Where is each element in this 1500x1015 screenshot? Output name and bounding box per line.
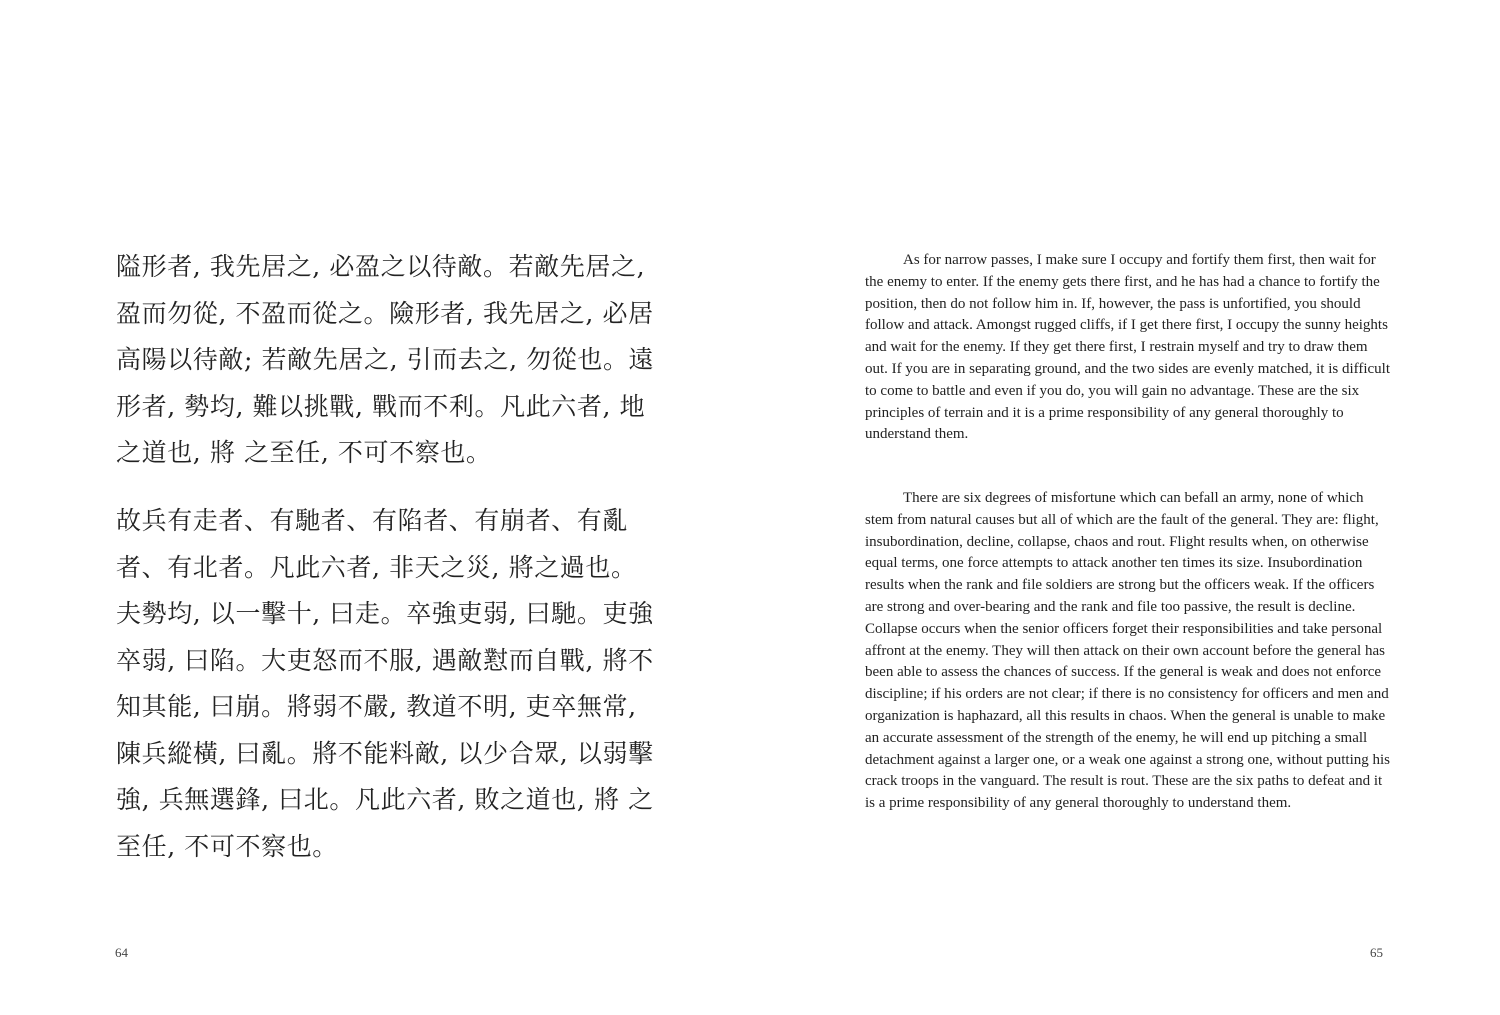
- english-paragraph-text: There are six degrees of misfortune which can befall an army, none of which stem from natural causes but all of which are the fault of the general. They are: flight, insubordination, decline, collapse, chaos and rout. Flight results when, on otherwise equal terms, one force attempts to attack another ten times its size. Insubordination results when the rank and file soldiers are strong but the officers weak. If the officers are strong and over-bearing and the rank and file too passive, the result is decline. Collapse occurs when the senior officers forget their responsibilities and take personal affront at the enemy. They will then attack on their own account before the general has been able to assess the chances of success. If the general is weak and does not enforce discipline; if his orders are not clear; if there is no consistency for officers and men and organization is haphazard, all this results in chaos. When the general is unable to make an accurate assessment of the strength of the enemy, he will end up pitching a small detachment against a larger one, or a weak one against a strong one, without putting his crack troops in the vanguard. The result is rout. These are the six paths to defeat and it is a prime responsibility of any general thoroughly to understand them.: [865, 490, 1390, 812]
- english-paragraph-1: [865, 250, 1390, 446]
- chinese-paragraph-2: [116, 498, 656, 870]
- chinese-paragraph-text: 隘形者, 我先居之, 必盈之以待敵。若敵先居之, 盈而勿從, 不盈而從之。險形者, 我先居之, 必居高陽以待敵; 若敵先居之, 引而去之, 勿從也。遠形者, 勢均, 難以挑戰, 戰而不利。凡此六者, 地之道也, 將 之至任, 不可不察也。: [116, 252, 655, 467]
- chinese-paragraph-text: 故兵有走者、有馳者、有陷者、有崩者、有亂者、有北者。凡此六者, 非天之災, 將之過也。夫勢均, 以一擊十, 曰走。卒強吏弱, 曰馳。吏強卒弱, 曰陷。大吏怒而不服, 遇敵懟而自戰, 將不知其能, 曰崩。將弱不嚴, 教道不明, 吏卒無常, 陳兵縱橫, 曰亂。將不能料敵, 以少合眾, 以弱擊強, 兵無選鋒, 曰北。凡此六者, 敗之道也, 將 之至任, 不可不察也。: [116, 506, 654, 861]
- english-paragraph-2: [865, 488, 1390, 815]
- english-paragraph-text: As for narrow passes, I make sure I occupy and fortify them first, then wait for the enemy to enter. If the enemy gets there first, and he has had a chance to fortify the position, then do not follow him in. If, however, the pass is unfortified, you should follow and attack. Amongst rugged cliffs, if I get there first, I occupy the sunny heights and wait for the enemy. If they get there first, I restrain myself and try to draw them out. If you are in separating ground, and the two sides are evenly matched, it is difficult to come to battle and even if you do, you will gain no advantage. These are the six principles of terrain and it is a prime responsibility of any general thoroughly to understand them.: [865, 252, 1390, 443]
- chinese-paragraph-1: [116, 244, 656, 477]
- right-page: [750, 0, 1500, 1015]
- page-number-right: 65: [1370, 945, 1383, 960]
- page-number-left: 64: [115, 945, 128, 960]
